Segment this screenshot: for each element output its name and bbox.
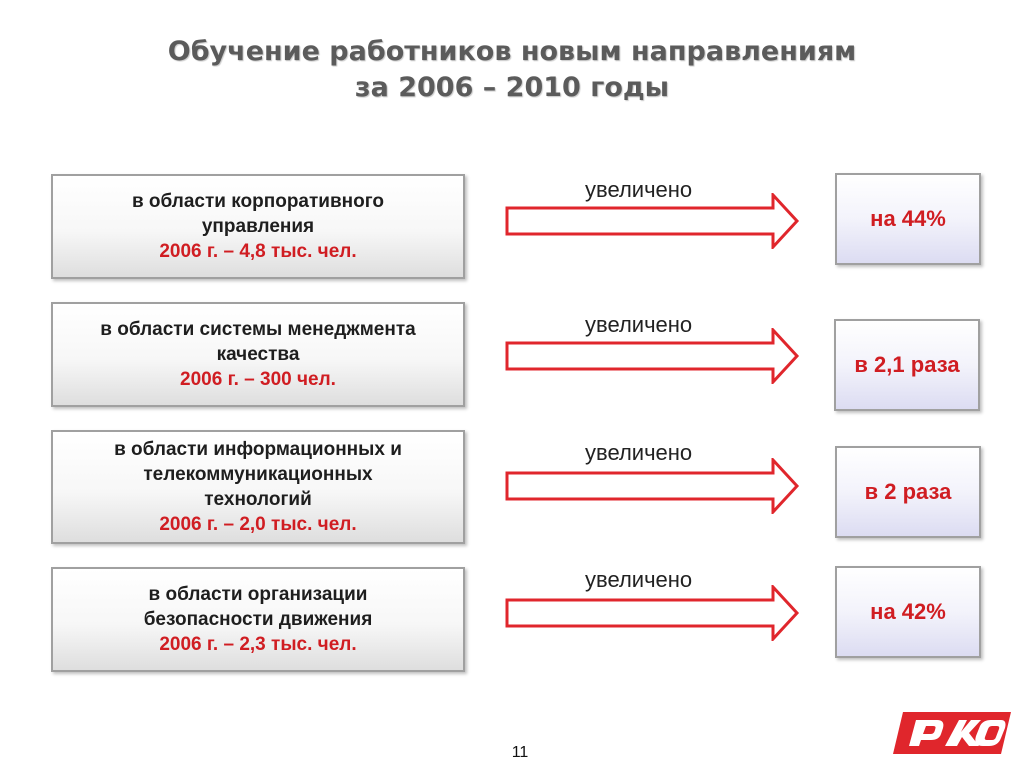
result-box: [834, 319, 980, 411]
category-line: в области организации: [148, 584, 368, 605]
result-value: на 42%: [870, 599, 946, 624]
result-box: [835, 173, 981, 265]
category-box-corporate: [51, 174, 465, 279]
right-arrow-icon: [505, 585, 801, 641]
category-line: телекоммуникационных: [143, 464, 373, 485]
baseline-value: 2006 г. – 2,3 тыс. чел.: [159, 634, 357, 655]
category-box-it: [51, 430, 465, 544]
baseline-value: 2006 г. – 300 чел.: [180, 369, 336, 390]
right-arrow-icon: [505, 458, 801, 514]
result-box: [835, 566, 981, 658]
right-arrow-icon: [505, 328, 801, 384]
increase-label: увеличено: [585, 567, 693, 592]
category-line: качества: [216, 344, 300, 365]
title-line-1: Обучение работников новым направлениям: [167, 36, 857, 67]
result-value: в 2 раза: [864, 479, 952, 504]
title-line-2: за 2006 – 2010 годы: [354, 72, 670, 103]
category-line: в области корпоративного: [131, 191, 385, 212]
baseline-value: 2006 г. – 4,8 тыс. чел.: [159, 241, 357, 262]
increase-label: увеличено: [585, 440, 693, 465]
category-line: технологий: [204, 489, 312, 510]
result-value: в 2,1 раза: [854, 352, 960, 377]
category-line: в области информационных и: [114, 439, 402, 460]
category-line: управления: [201, 216, 315, 237]
category-line: в области системы менеджмента: [100, 319, 416, 340]
increase-label: увеличено: [585, 312, 693, 337]
right-arrow-icon: [505, 193, 801, 249]
page-title: [0, 34, 1024, 106]
result-box: [835, 446, 981, 538]
rzd-logo-icon: [889, 702, 1015, 760]
category-box-quality: [51, 302, 465, 407]
baseline-value: 2006 г. – 2,0 тыс. чел.: [159, 514, 357, 535]
category-line: безопасности движения: [143, 609, 373, 630]
increase-label: увеличено: [585, 177, 693, 202]
result-value: на 44%: [870, 206, 946, 231]
category-box-safety: [51, 567, 465, 672]
page-number: 11: [511, 744, 529, 761]
